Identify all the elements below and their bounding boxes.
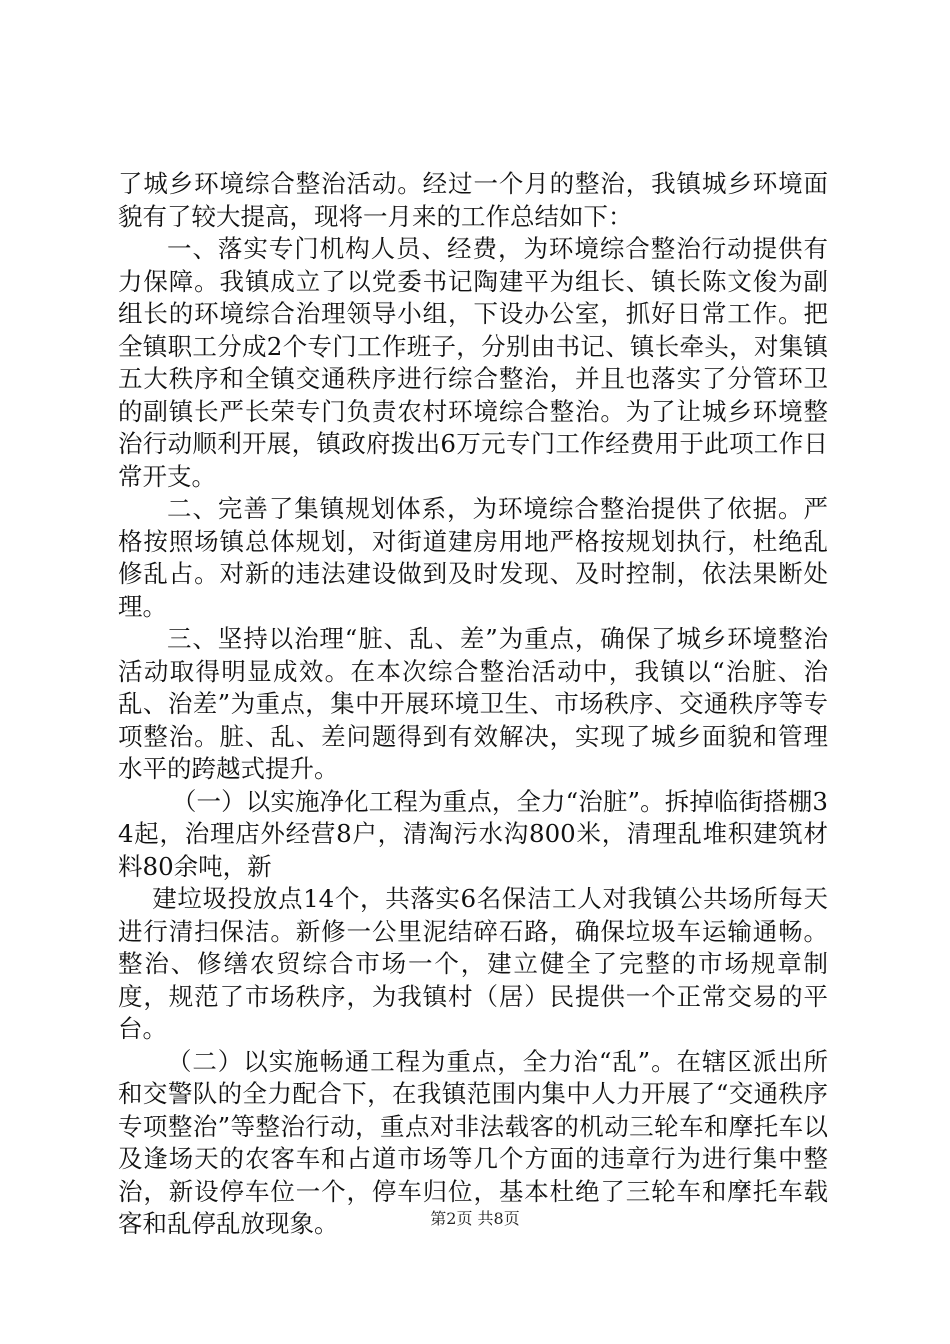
paragraph-section-three: 三、坚持以治理“脏、乱、差”为重点，确保了城乡环境整治活动取得明显成效。在本次综合整治活动中，我镇以“治脏、治乱、治差”为重点，集中开展环境卫生、市场秩序、交通秩序等专项整治。脏、乱、差问题得到有效解决，实现了城乡面貌和管理水平的跨越式提升。: [118, 624, 828, 783]
paragraph-subsection-one-continued: 建垃圾投放点14个，共落实6名保洁工人对我镇公共场所每天进行清扫保洁。新修一公里泥结碎石路，确保垃圾车运输通畅。整治、修缮农贸综合市场一个，建立健全了完整的市场规章制度，规范了市场秩序，为我镇村（居）民提供一个正常交易的平台。: [118, 884, 828, 1043]
paragraph-intro-continuation: 了城乡环境综合整治活动。经过一个月的整治，我镇城乡环境面貌有了较大提高，现将一月来的工作总结如下：: [118, 169, 828, 231]
paragraph-subsection-two: （二）以实施畅通工程为重点，全力治“乱”。在辖区派出所和交警队的全力配合下，在我镇范围内集中人力开展了“交通秩序专项整治”等整治行动，重点对非法载客的机动三轮车和摩托车以及逢场天的农客车和占道市场等几个方面的违章行为进行集中整治，新设停车位一个，停车归位，基本杜绝了三轮车和摩托车载客和乱停乱放现象。: [118, 1046, 828, 1238]
paragraph-subsection-one: （一）以实施净化工程为重点，全力“治脏”。拆掉临街搭棚34起，治理店外经营8户，清淘污水沟800米，清理乱堆积建筑材料80余吨，新: [118, 786, 828, 881]
paragraph-section-two: 二、完善了集镇规划体系，为环境综合整治提供了依据。严格按照场镇总体规划，对街道建房用地严格按规划执行，杜绝乱修乱占。对新的违法建设做到及时发现、及时控制，依法果断处理。: [118, 494, 828, 621]
document-body: [118, 168, 828, 1241]
paragraph-section-one: 一、落实专门机构人员、经费，为环境综合整治行动提供有力保障。我镇成立了以党委书记陶建平为组长、镇长陈文俊为副组长的环境综合治理领导小组，下设办公室，抓好日常工作。把全镇职工分成2个专门工作班子，分别由书记、镇长牵头，对集镇五大秩序和全镇交通秩序进行综合整治，并且也落实了分管环卫的副镇长严长荣专门负责农村环境综合整治。为了让城乡环境整治行动顺利开展，镇政府拨出6万元专门工作经费用于此项工作日常开支。: [118, 234, 828, 491]
page-number-footer: 第2页 共8页: [430, 1209, 520, 1228]
